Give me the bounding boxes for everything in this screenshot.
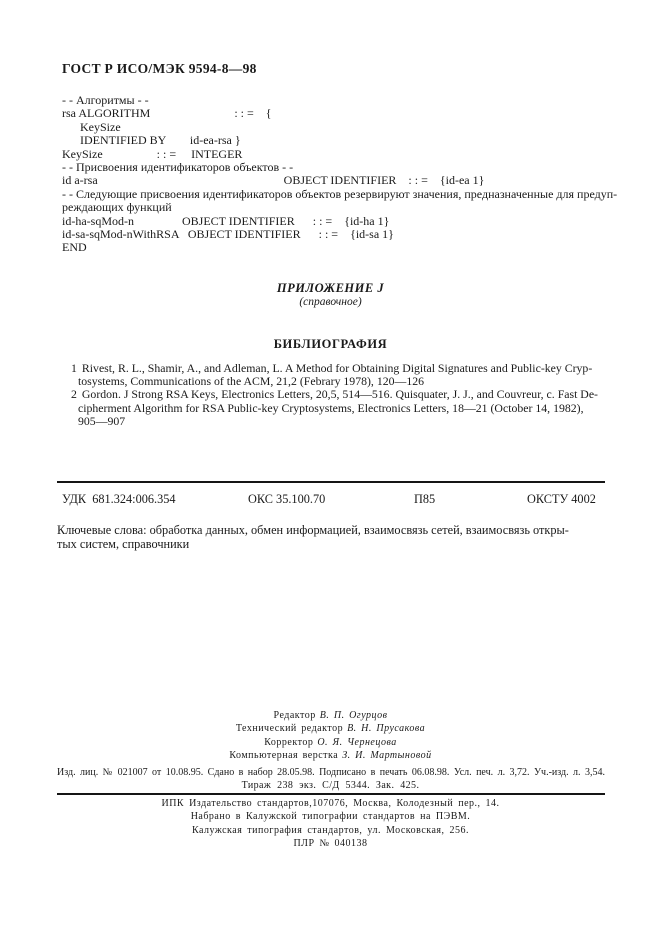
code-line: IDENTIFIED BY id-ea-rsa } [62, 133, 241, 148]
keywords-line: тых систем, справочники [57, 537, 190, 551]
keywords-paragraph [57, 523, 606, 551]
print-run-line: Тираж 238 экз. С/Д 5344. Зак. 425. [241, 780, 420, 791]
credit-name: З. И. Мартыновой [342, 750, 432, 762]
bib-item-number: 1 [71, 361, 77, 375]
credit-line [0, 749, 661, 762]
typography-note: Набрано в Калужской типографии стандартов на ПЭВМ. [190, 811, 471, 823]
code-line: id-ha-sqMod-n OBJECT IDENTIFIER : : = {id-ha 1} [62, 213, 390, 228]
okstu-code: ОКСТУ 4002 [527, 492, 596, 506]
appendix-heading [0, 281, 661, 309]
credit-name: В. Н. Прусакова [347, 723, 426, 735]
horizontal-rule-bottom [57, 793, 605, 795]
bib-line [57, 388, 605, 401]
publisher-block [0, 797, 661, 851]
credit-label: Технический редактор [235, 723, 344, 735]
bib-line: tosystems, Communications of the ACM, 21,2 (Febrary 1978), 120—126 [78, 374, 425, 389]
code-line: KeySize [62, 119, 121, 134]
code-line: KeySize : : = INTEGER [62, 146, 243, 161]
code-line: - - Следующие присвоения идентификаторов объектов резервируют значения, предназначенные для предуп- [62, 186, 618, 201]
horizontal-rule-top [57, 481, 605, 483]
code-line: реждающих функций [62, 200, 172, 215]
keywords-line: Ключевые слова: обработка данных, обмен информацией, взаимосвязь сетей, взаимосвязь откры- [57, 523, 569, 537]
appendix-subtitle: (справочное) [299, 296, 362, 308]
code-line: rsa ALGORITHM : : = { [62, 106, 272, 121]
doc-designation: ГОСТ Р ИСО/МЭК 9594-8—98 [62, 61, 257, 76]
code-line: - - Алгоритмы - - [62, 93, 149, 107]
bibliography-item [57, 362, 605, 388]
code-line: id a-rsa OBJECT IDENTIFIER : : = {id-ea 1} [62, 173, 485, 188]
credit-name: О. Я. Чернецова [317, 736, 397, 748]
credits-block [0, 709, 661, 763]
bib-item-text: Gordon. J Strong RSA Keys, Electronics Letters, 20,5, 514—516. Quisquater, J. J., and Couvreur, c. Fast De- [81, 387, 598, 402]
credit-name: В. П. Огурцов [319, 710, 388, 721]
imprint-line: Изд. лиц. № 021007 от 10.08.95. Сдано в набор 28.05.98. Подписано в печать 06.08.98. Усл. печ. л. 3,72. Уч.-изд. л. 3,54. [57, 767, 605, 778]
bib-line: 905—907 [78, 413, 126, 428]
oks-code: ОКС 35.100.70 [248, 492, 326, 506]
credit-label: Корректор [264, 736, 314, 748]
appendix-title: ПРИЛОЖЕНИЕ J [276, 281, 385, 295]
p-index: П85 [414, 492, 436, 506]
plr-number: ПЛР № 040138 [293, 838, 368, 850]
bib-item-text: Rivest, R. L., Shamir, A., and Adleman, L. A Method for Obtaining Digital Signatures and Public-key Cryp- [81, 361, 593, 375]
bibliography-item [57, 388, 605, 428]
bibliography-title: БИБЛИОГРАФИЯ [273, 337, 388, 351]
bib-item-number: 2 [71, 387, 77, 402]
bib-line: cipherment Algorithm for RSA Public-key Cryptosystems, Electronics Letters, 18—21 (October 14, 1982), [78, 400, 584, 415]
udk-code: УДК 681.324:006.354 [62, 492, 176, 506]
credit-label: Компьютерная верстка [229, 750, 339, 762]
credit-label: Редактор [273, 710, 316, 721]
credit-line [0, 722, 661, 735]
typography-address: Калужская типография стандартов, ул. Московская, 256. [191, 824, 470, 836]
code-line: END [62, 240, 87, 255]
credit-line [0, 709, 661, 722]
code-line: - - Присвоения идентификаторов объектов - - [62, 160, 294, 175]
bibliography-list [57, 362, 605, 428]
publisher-address: ИПК Издательство стандартов,107076, Москва, Колодезный пер., 14. [161, 798, 500, 809]
code-line: id-sa-sqMod-nWithRSA OBJECT IDENTIFIER : : = {id-sa 1} [62, 227, 394, 242]
credit-line [0, 736, 661, 749]
asn1-code-block [62, 94, 617, 255]
